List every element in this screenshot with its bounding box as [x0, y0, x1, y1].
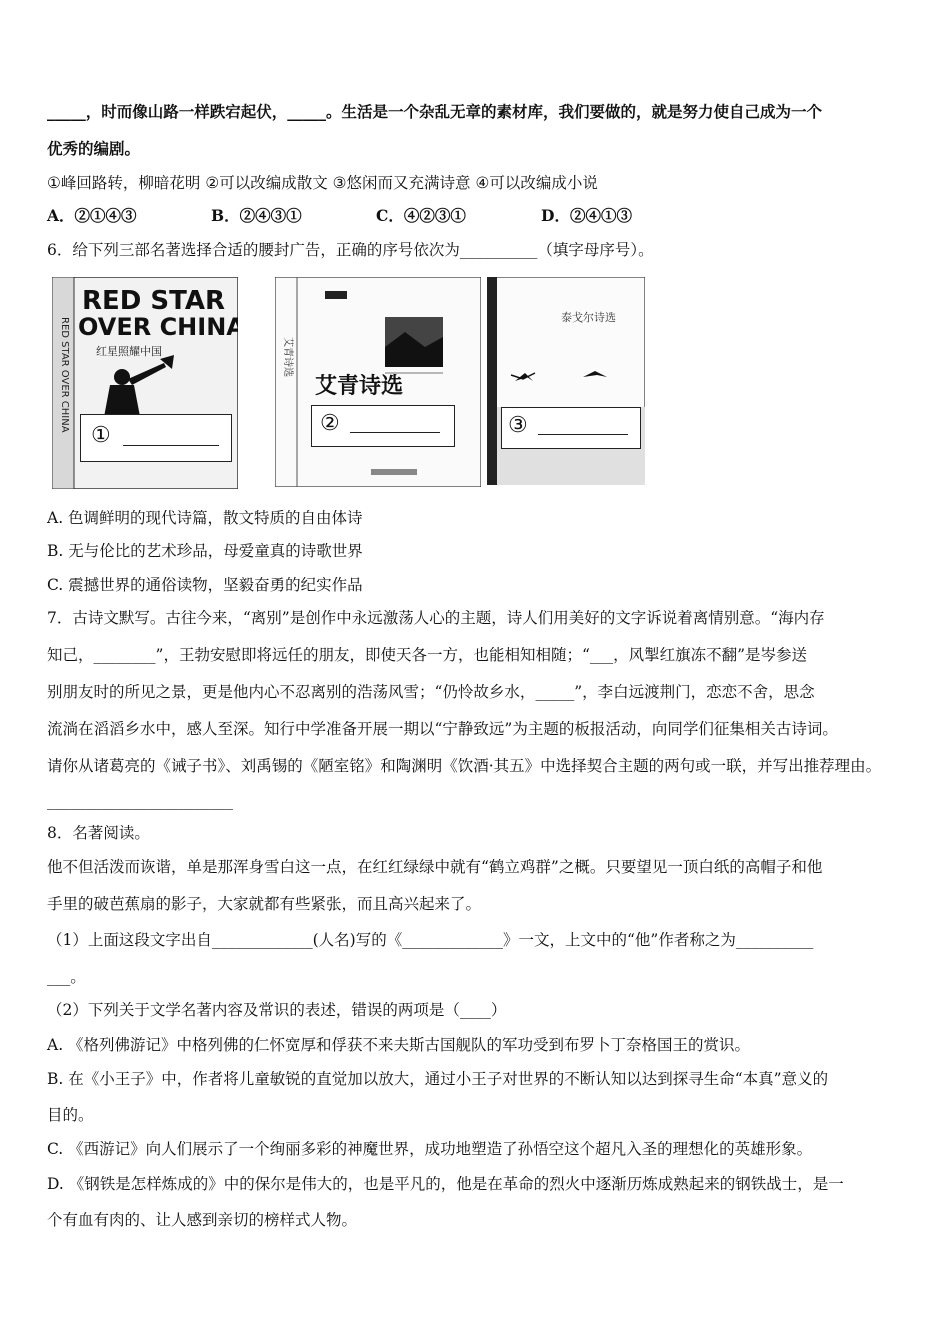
q7-line3-b: ”，李白远渡荆门，恋恋不舍，思念: [574, 683, 815, 701]
book1-title-en-2: OVER CHINA: [78, 313, 238, 341]
q8-sub2-blank: ____: [459, 1001, 491, 1019]
q5-line1-mid: ，时而像山路一样跌宕起伏，: [85, 102, 288, 121]
q8-sub2-b: ）: [490, 1001, 507, 1019]
q8-sub2-a: （2）下列关于文学名著内容及常识的表述，错误的两项是（: [47, 1001, 460, 1019]
q5-option-b: B．②④③①: [211, 206, 302, 225]
q5-option-d: D．②④①③: [541, 206, 632, 225]
q8-option-d-1: D. 《钢铁是怎样炼成的》中的保尔是伟大的，也是平凡的，他是在革命的烈火中逐渐历炼成熟起来的钢铁战士，是一: [47, 1175, 844, 1193]
q8-sub1-blank-2: _____________: [402, 931, 503, 949]
q6-option-b: B. 无与伦比的艺术珍品，母爱童真的诗歌世界: [47, 542, 363, 560]
q8-option-c: C. 《西游记》向人们展示了一个绚丽多彩的神魔世界，成功地塑造了孙悟空这个超凡入圣的理想化的英雄形象。: [47, 1140, 813, 1158]
q6-option-a: A. 色调鲜明的现代诗篇，散文特质的自由体诗: [47, 509, 363, 527]
q5-line1-end: 。生活是一个杂乱无章的素材库，我们要做的，就是努力使自己成为一个: [326, 102, 823, 121]
banner-blank-1: [123, 445, 219, 446]
q8-sub1-cont: [47, 966, 86, 988]
q7-blank-2: ___: [589, 646, 614, 664]
q7-line3-a: 别朋友时的所见之景，更是他内心不忍离别的浩荡风雪；“仍怜故乡水，: [47, 683, 536, 701]
q5-blank2: _____: [287, 102, 327, 121]
q5-option-c: C．④②③①: [376, 206, 466, 225]
book3-cover-art: [487, 277, 645, 485]
q8-option-b-2: 目的。: [47, 1106, 94, 1124]
q8-sub1-a: （1）上面这段文字出自: [47, 931, 212, 949]
q7-line2-a: 知己，: [47, 646, 94, 664]
q5-line2: 优秀的编剧。: [47, 139, 141, 158]
book1-title-en-1: RED STAR: [82, 286, 225, 316]
q8-sub1-c: 》一文，上文中的“他”作者称之为: [502, 931, 736, 949]
q7-line1: 7．古诗文默写。古往今来，“离别”是创作中永远激荡人心的主题，诗人们用美好的文字诉说着离情别意。“海内存: [47, 609, 825, 627]
q8-option-b-1: B. 在《小王子》中，作者将儿童敏锐的直觉加以放大，通过小王子对世界的不断认知以达到探寻生命“本真”意义的: [47, 1070, 829, 1088]
book2-spine-text: 艾青诗选: [282, 337, 293, 377]
q5-options: [47, 205, 847, 227]
q8-sub1-blank-4: ___: [47, 968, 71, 986]
book1-title-cn: 红星照耀中国: [96, 345, 162, 358]
book-covers: [47, 275, 647, 495]
q8-passage-2: 手里的破芭蕉扇的影子，大家就都有些紧张，而且高兴起来了。: [47, 895, 482, 913]
q8-option-a: A. 《格列佛游记》中格列佛的仁怀宽厚和俘获不来夫斯古国舰队的军功受到布罗卜丁奈格国王的赏识。: [47, 1036, 751, 1054]
q8-passage-1: 他不但活泼而诙谐，单是那浑身雪白这一点，在红红绿绿中就有“鹤立鸡群”之概。只要望见一顶白纸的高帽子和他: [47, 858, 823, 876]
banner-blank-3: [538, 434, 628, 435]
q6-stem-end: （填字母序号）。: [537, 241, 654, 259]
book-ai-qing-poems: [275, 277, 481, 487]
q6-stem-blank: __________: [459, 241, 538, 259]
q8-option-d-2: 个有血有肉的、让人感到亲切的榜样式人物。: [47, 1211, 358, 1229]
banner-box-1[interactable]: [80, 414, 232, 462]
book1-spine-text: RED STAR OVER CHINA: [59, 317, 70, 433]
q8-title: 8．名著阅读。: [47, 824, 150, 842]
q7-line5: 请你从诸葛亮的《诫子书》、刘禹锡的《陋室铭》和陶渊明《饮酒·其五》中选择契合主题的两句或一联，并写出推荐理由。: [47, 757, 882, 775]
book-red-star-over-china: [52, 277, 238, 489]
q8-sub1-blank-1: _____________: [211, 931, 313, 949]
q6-stem: [47, 239, 654, 261]
q5-option-a: A．②①④③: [47, 206, 137, 225]
book2-title: 艾青诗选: [315, 373, 404, 399]
banner-marker-3: ③: [508, 413, 528, 438]
q7-line3: [47, 681, 815, 703]
banner-blank-2: [350, 432, 440, 433]
q8-sub2: [47, 999, 506, 1021]
banner-marker-2: ②: [320, 411, 340, 436]
book3-title: 泰戈尔诗选: [561, 311, 616, 324]
book-tagore-poems: [487, 277, 645, 485]
book2-cover-art: [275, 277, 481, 487]
q7-line2: [47, 644, 807, 666]
q8-sub1-end: 。: [70, 968, 86, 986]
banner-marker-1: ①: [91, 423, 111, 448]
q6-stem-start: 6．给下列三部名著选择合适的腰封广告，正确的序号依次为: [47, 241, 460, 259]
q7-line4: 流淌在滔滔乡水中，感人至深。知行中学准备开展一期以“宁静致远”为主题的板报活动，向同学们征集相关古诗词。: [47, 720, 838, 738]
q8-sub1: [47, 929, 813, 951]
banner-box-3[interactable]: [501, 407, 641, 449]
q8-sub1-b: (人名)写的《: [312, 931, 403, 949]
q5-sentences: ①峰回路转，柳暗花明 ②可以改编成散文 ③悠闲而又充满诗意 ④可以改编成小说: [47, 174, 598, 192]
q7-line2-c: ，风掣红旗冻不翻”是岑参送: [613, 646, 808, 664]
q5-line1: [47, 101, 822, 123]
banner-box-2[interactable]: [311, 405, 455, 447]
q7-answer-line: ________________________: [47, 792, 233, 810]
q6-option-c: C. 震撼世界的通俗读物，坚毅奋勇的纪实作品: [47, 576, 363, 594]
q7-blank-3: _____: [535, 683, 575, 701]
q5-blank1: _____: [47, 102, 86, 121]
q7-line2-b: ”，王勃安慰即将远任的朋友，即使天各一方，也能相知相随；“: [155, 646, 590, 664]
q7-blank-1: ________: [93, 646, 156, 664]
q8-sub1-blank-3: __________: [735, 931, 814, 949]
